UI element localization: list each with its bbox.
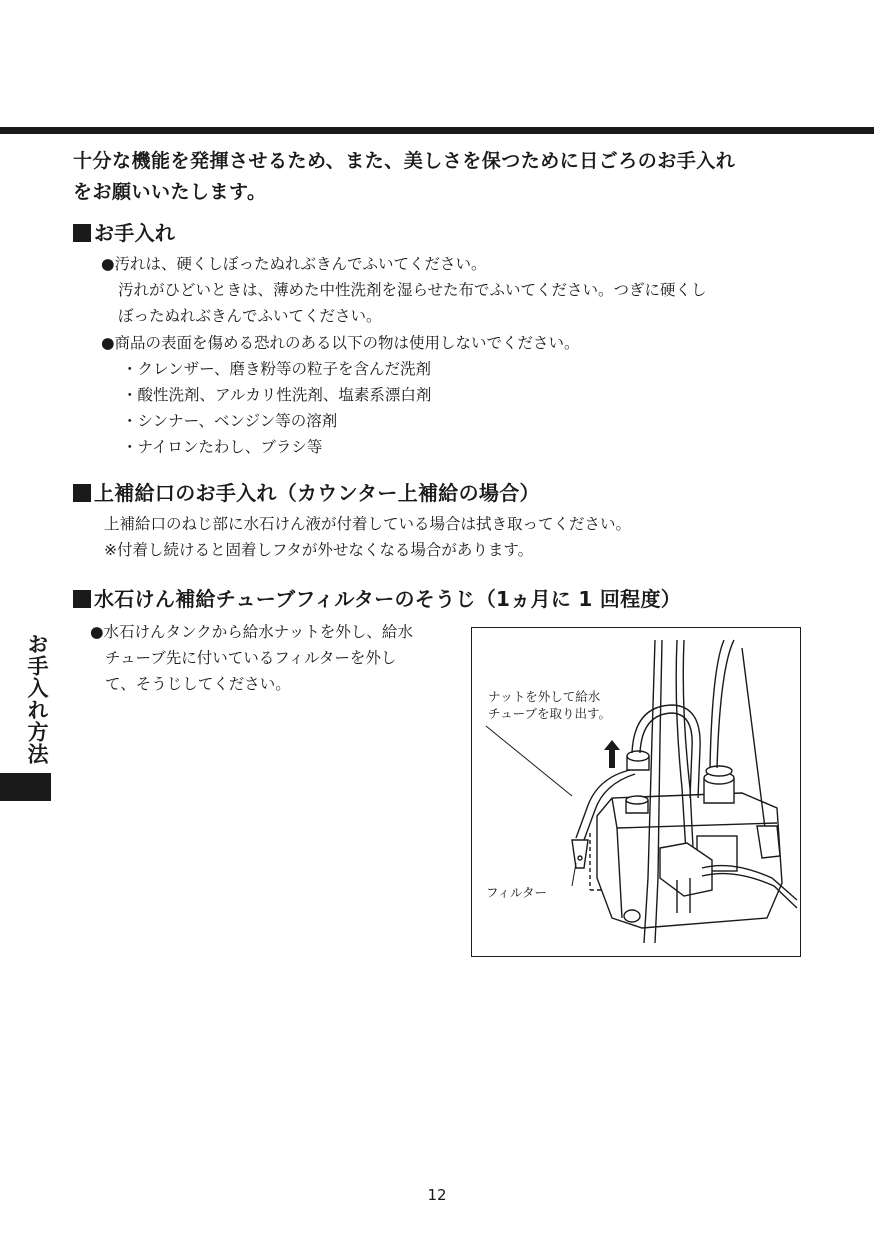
top-rule	[0, 127, 874, 134]
filter-line-2: チューブ先に付いているフィルターを外し	[105, 649, 397, 667]
intro-line-2: をお願いいたします。	[73, 181, 267, 203]
soap-tank-illustration	[471, 627, 801, 957]
page-number: 12	[427, 1186, 447, 1204]
filter-line-3: て、そうじしてください。	[105, 675, 291, 693]
square-bullet-icon	[73, 224, 91, 242]
section-care-heading	[73, 217, 175, 246]
square-bullet-icon	[73, 484, 91, 502]
top-refill-line-1: 上補給口のねじ部に水石けん液が付着している場合は拭き取ってください。	[104, 515, 632, 533]
section-filter-heading	[73, 583, 681, 612]
list-item: ・酸性洗剤、アルカリ性洗剤、塩素系漂白剤	[122, 386, 432, 404]
care-bullet-1-line-3: ぼったぬれぶきんでふいてください。	[118, 307, 382, 325]
callout-nut-line-2: チューブを取り出す。	[488, 706, 612, 721]
list-item: ・シンナー、ベンジン等の溶剤	[122, 412, 338, 430]
care-bullet-2: ●商品の表面を傷める恐れのある以下の物は使用しないでください。	[101, 334, 580, 352]
intro-line-1: 十分な機能を発揮させるため、また、美しさを保つために日ごろのお手入れ	[73, 150, 736, 172]
side-tab-label: お手入れ方法	[25, 633, 49, 765]
square-bullet-icon	[73, 590, 91, 608]
care-bullet-1-line-2: 汚れがひどいときは、薄めた中性洗剤を湿らせた布でふいてください。つぎに硬くし	[118, 281, 707, 299]
list-item: ・クレンザー、磨き粉等の粒子を含んだ洗剤	[122, 360, 431, 378]
section-top-refill-heading	[73, 477, 540, 506]
side-tab-marker	[0, 773, 51, 801]
callout-nut	[488, 688, 611, 722]
section-care-heading-text: お手入れ	[94, 221, 176, 245]
list-item: ・ナイロンたわし、ブラシ等	[122, 438, 323, 456]
top-refill-note: ※付着し続けると固着しフタが外せなくなる場合があります。	[104, 541, 534, 559]
care-bullet-1-line-1: ●汚れは、硬くしぼったぬれぶきんでふいてください。	[101, 255, 487, 273]
soap-tank-drawing	[472, 628, 802, 958]
filter-line-1: ●水石けんタンクから給水ナットを外し、給水	[90, 623, 413, 641]
callout-nut-line-1: ナットを外して給水	[488, 689, 601, 704]
callout-filter: フィルター	[486, 885, 548, 900]
section-top-refill-heading-text: 上補給口のお手入れ（カウンター上補給の場合）	[94, 481, 540, 505]
section-filter-heading-text: 水石けん補給チューブフィルターのそうじ（1ヵ月に 1 回程度）	[94, 587, 682, 611]
intro-text	[73, 146, 813, 208]
